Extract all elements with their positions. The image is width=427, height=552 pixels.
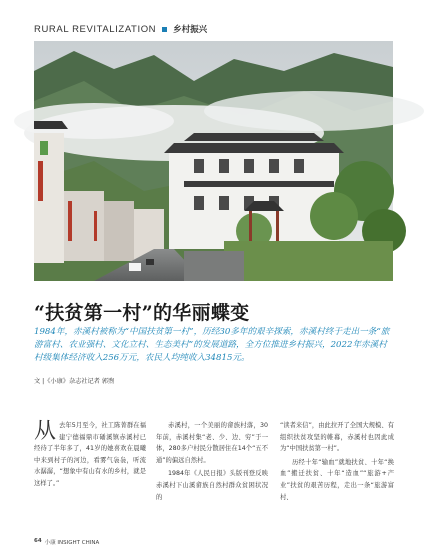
page-number: 64 [34,538,42,544]
article-intro: 1984年，赤溪村被称为“中国扶贫第一村”，历经30多年的艰辛探索，赤溪村终于走出一条“旅游富村、农业强村、文化立村、生态美村”的发展道路，全方位推进乡村振兴，2022年赤溪村村级集体经济收入256万元，农民人均纯收入34815元。 [34,327,390,363]
body-paragraph: 赤溪村，一个美丽的畲族村落，30年前，赤溪村集“老、少、边、穷”于一体，280多户村民分散居住在14个“五不通”的偏远自然村。 [156,422,268,464]
body-paragraph: “读者来信”，由此拉开了全国大规模、有组织扶贫攻坚的帷幕，赤溪村也因此成为“中国扶贫第一村”。 [280,422,394,453]
section-marker-icon [162,27,167,32]
section-label-cn: 乡村振兴 [173,25,208,35]
body-paragraph: 去年5月至今，社工陈菁群在福建宁德福鼎市磻溪镇赤溪村已经待了半年多了，41岁的她喜欢在晨曦中来到村子的河边，看雾气袅袅，听流水潺潺，“想象中有山有水的乡村，就是这样了。” [34,422,146,487]
body-paragraph: 1984年《人民日报》头版刊登反映赤溪村下山溪畲族自然村群众贫困状况的 [156,470,268,501]
photo-credit: 张勇/摄 [406,293,424,300]
body-column-2 [156,420,268,505]
body-column-3 [280,420,394,505]
section-label-en: RURAL REVITALIZATION [34,23,157,35]
magazine-name: 小康 INSIGHT CHINA [44,540,100,546]
page-footer [34,538,99,546]
article-title: “扶贫第一村”的华丽蝶变 [34,302,250,324]
village-photo-illustration [34,41,393,281]
article-photo [34,41,424,300]
drop-cap: 从 [34,419,57,444]
body-paragraph: 历经十年“输血”就地扶贫、十年“换血”搬迁扶贫、十年“造血”“旅游+产业”扶贫的艰苦历程，走出一条“旅游富村、 [280,458,394,501]
section-header [34,22,207,36]
body-column-1 [34,420,146,492]
article-byline: 文 |《小康》杂志社记者 郭煦 [34,378,115,385]
